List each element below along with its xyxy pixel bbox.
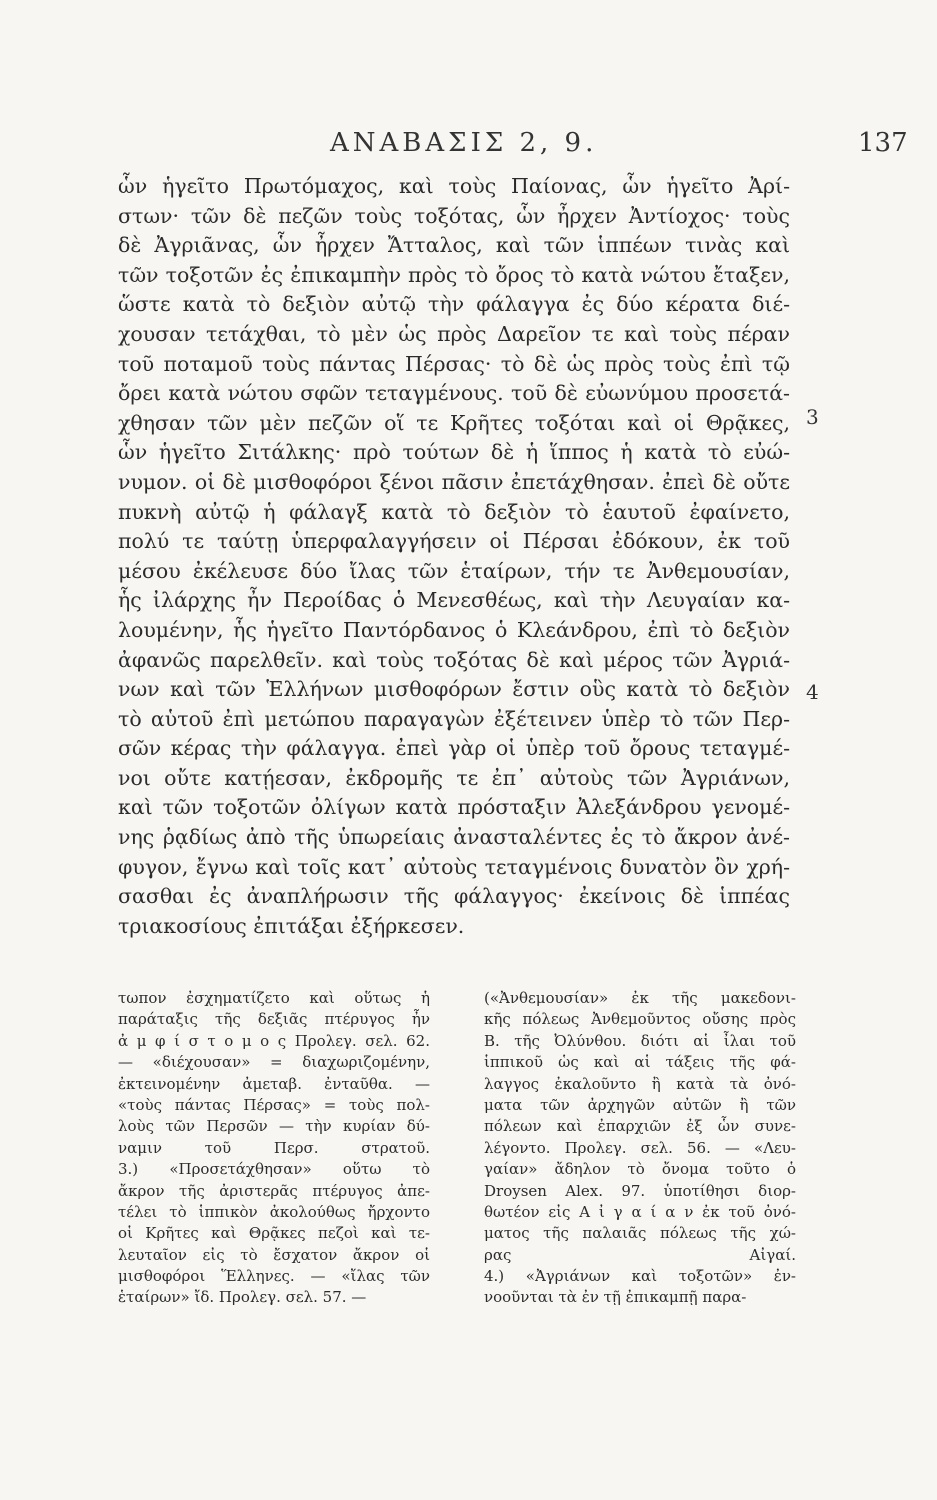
text-line: τοῦ ποταμοῦ τοὺς πάντας Πέρσας· τὸ δὲ ὡς πρὸς τοὺς ἐπὶ τῷ [118, 351, 790, 376]
footnote-line: λοὺς τῶν Περσῶν — τὴν κυρίαν δύ- [118, 1117, 430, 1136]
footnote-line: ναμιν τοῦ Περσ. στρατοῦ. [118, 1138, 430, 1157]
text-line: νυμον. οἱ δὲ μισθοφόροι ξένοι πᾶσιν ἐπετάχθησαν. ἐπεὶ δὲ οὔτε [118, 469, 790, 494]
running-title: ΑΝΑΒΑΣΙΣ 2, 9. [330, 128, 598, 158]
text-line: νης ῥᾳδίως ἀπὸ τῆς ὑπωρείαις ἀνασταλέντες ἐς τὸ ἄκρον ἀνέ- [118, 825, 790, 850]
footnote-line: «τοὺς πάντας Πέρσας» = τοὺς πολ- [118, 1095, 430, 1114]
footnote-line: ἐκτεινομένην ἀμεταβ. ἐνταῦθα. — [118, 1074, 430, 1093]
text-line: σῶν κέρας τὴν φάλαγγα. ἐπεὶ γὰρ οἱ ὑπὲρ τοῦ ὄρους τεταγμέ- [118, 736, 790, 761]
text-line: νοι οὔτε κατῄεσαν, ἐκδρομῆς τε ἐπ᾽ αὐτοὺς τῶν Ἀγριάνων, [118, 765, 790, 790]
footnote-line: τέλει τὸ ἱππικὸν ἀκολούθως ἤρχοντο [118, 1202, 430, 1221]
footnote-line: ματα τῶν ἀρχηγῶν αὐτῶν ἢ τῶν [484, 1095, 796, 1114]
footnote-line: μισθοφόροι Ἕλληνες. — «ἴλας τῶν [118, 1267, 430, 1286]
footnote-line: παράταξις τῆς δεξιᾶς πτέρυγος ἦν [118, 1010, 430, 1029]
footnote-line: πόλεων καὶ ἐπαρχιῶν ἐξ ὧν συνε- [484, 1117, 796, 1136]
text-line: τριακοσίους ἐπιτάξαι ἐξήρκεσεν. [118, 913, 465, 938]
text-line: καὶ τῶν τοξοτῶν ὀλίγων κατὰ πρόσταξιν Ἀλεξάνδρου γενομέ- [118, 795, 790, 820]
text-line: μέσου ἐκέλευσε δύο ἴλας τῶν ἑταίρων, τήν τε Ἀνθεμουσίαν, [118, 558, 790, 583]
footnote-line: Droysen Alex. 97. ὑποτίθησι διορ- [484, 1181, 796, 1200]
footnote-line: γαίαν» ἄδηλον τὸ ὄνομα τοῦτο ὁ [484, 1160, 796, 1179]
footnote-line: 3.) «Προσετάχθησαν» οὕτω τὸ [118, 1160, 430, 1179]
text-line: ὄρει κατὰ νώτου σφῶν τεταγμένους. τοῦ δὲ εὐωνύμου προσετά- [118, 381, 790, 406]
text-line: στων· τῶν δὲ πεζῶν τοὺς τοξότας, ὧν ἦρχεν Ἀντίοχος· τοὺς [118, 203, 790, 228]
section-number-4: 4 [806, 680, 819, 704]
footnote-line: — «διέχουσαν» = διαχωριζομένην, [118, 1053, 430, 1072]
footnote-line: νοοῦνται τὰ ἐν τῇ ἐπικαμπῇ παρα- [484, 1288, 747, 1307]
text-line: λουμένην, ἧς ἡγεῖτο Παντόρδανος ὁ Κλεάνδρου, ἐπὶ τὸ δεξιὸν [118, 617, 790, 642]
text-line: τῶν τοξοτῶν ἐς ἐπικαμπὴν πρὸς τὸ ὄρος τὸ κατὰ νώτου ἔταξεν, [118, 262, 790, 287]
footnotes-right-column [484, 988, 796, 1309]
footnote-line: λευταῖον εἰς τὸ ἔσχατον ἄκρον οἱ [118, 1245, 430, 1264]
footnote-line: κῆς πόλεως Ἀνθεμοῦντος οὔσης πρὸς [484, 1010, 796, 1029]
text-line: σασθαι ἐς ἀναπλήρωσιν τῆς φάλαγγος· ἐκείνοις δὲ ἱππέας [118, 884, 790, 909]
footnote-line: λέγοντο. Προλεγ. σελ. 56. — «Λευ- [484, 1138, 796, 1157]
footnote-line: λαγγος ἐκαλοῦντο ἢ κατὰ τὰ ὀνό- [484, 1074, 796, 1093]
footnote-line: τωπον ἐσχηματίζετο καὶ οὕτως ἡ [118, 989, 430, 1007]
footnote-line: ἄκρον τῆς ἀριστερᾶς πτέρυγος ἀπε- [118, 1181, 430, 1200]
text-line: χθησαν τῶν μὲν πεζῶν οἵ τε Κρῆτες τοξόται καὶ οἱ Θρᾷκες, [118, 410, 790, 435]
footnote-line: ματος τῆς παλαιᾶς πόλεως τῆς χώ- [484, 1224, 796, 1243]
text-line: ἧς ἰλάρχης ἦν Περοίδας ὁ Μενεσθέως, καὶ τὴν Λευγαίαν κα- [118, 588, 790, 613]
footnote-line: Β. τῆς Ὀλύνθου. διότι αἱ ἶλαι τοῦ [484, 1031, 796, 1050]
text-line: δὲ Ἀγριᾶνας, ὧν ἦρχεν Ἄτταλος, καὶ τῶν ἱππέων τινὰς καὶ [118, 233, 790, 258]
footnote-line: θωτέον εἰς Α ἰ γ α ί α ν ἐκ τοῦ ὀνό- [484, 1202, 796, 1221]
text-line: χουσαν τετάχθαι, τὸ μὲν ὡς πρὸς Δαρεῖον τε καὶ τοὺς πέραν [118, 321, 790, 346]
footnote-line: ἱππικοῦ ὡς καὶ αἱ τάξεις τῆς φά- [484, 1053, 796, 1072]
footnote-line: ἑταίρων» ἴδ. Προλεγ. σελ. 57. — [118, 1288, 367, 1307]
text-line: πολύ τε ταύτῃ ὑπερφαλαγγήσειν οἱ Πέρσαι ἐδόκουν, ἐκ τοῦ [118, 529, 790, 554]
text-line: φυγον, ἔγνω καὶ τοῖς κατ᾽ αὐτοὺς τεταγμένοις δυνατὸν ὂν χρή- [118, 854, 790, 879]
footnotes-left-column [118, 988, 430, 1309]
text-line: τὸ αὑτοῦ ἐπὶ μετώπου παραγαγὼν ἐξέτεινεν ὑπὲρ τὸ τῶν Περ- [118, 706, 790, 731]
text-line: ὥστε κατὰ τὸ δεξιὸν αὐτῷ τὴν φάλαγγα ἐς δύο κέρατα διέ- [118, 292, 790, 317]
text-line: πυκνὴ αὐτῷ ἡ φάλαγξ κατὰ τὸ δεξιὸν τὸ ἑαυτοῦ ἐφαίνετο, [118, 499, 790, 524]
main-text-block [118, 172, 790, 941]
text-line: ὧν ἡγεῖτο Πρωτόμαχος, καὶ τοὺς Παίονας, ὧν ἡγεῖτο Ἀρί- [118, 174, 790, 198]
footnote-line: 4.) «Ἀγριάνων καὶ τοξοτῶν» ἐν- [484, 1267, 796, 1286]
text-line: ὧν ἡγεῖτο Σιτάλκης· πρὸ τούτων δὲ ἡ ἵππος ἡ κατὰ τὸ εὐώ- [118, 440, 790, 465]
footnote-line: οἱ Κρῆτες καὶ Θρᾷκες πεζοὶ καὶ τε- [118, 1224, 430, 1243]
text-line: νων καὶ τῶν Ἑλλήνων μισθοφόρων ἔστιν οὓς κατὰ τὸ δεξιὸν [118, 677, 790, 702]
footnote-line: ἀ μ φ ί σ τ ο μ ο ς Προλεγ. σελ. 62. [118, 1031, 430, 1050]
text-line: ἀφανῶς παρελθεῖν. καὶ τοὺς τοξότας δὲ καὶ μέρος τῶν Ἀγριά- [118, 647, 790, 672]
footnote-line: ρας Αἰγαί. [484, 1245, 796, 1264]
section-number-3: 3 [806, 405, 819, 429]
page-number: 137 [858, 128, 908, 158]
footnote-line: («Ἀνθεμουσίαν» ἐκ τῆς μακεδονι- [484, 989, 796, 1007]
